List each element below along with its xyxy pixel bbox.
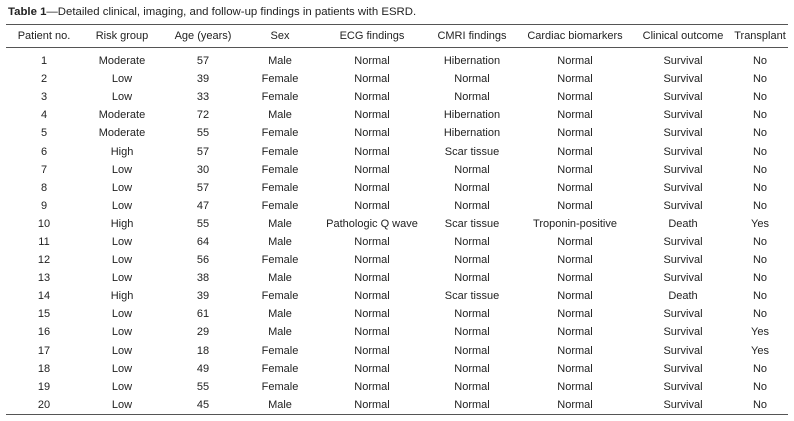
column-header: Risk group (82, 25, 162, 48)
table-row (6, 396, 788, 415)
table-cell: Scar tissue (444, 145, 500, 158)
table-cell: Survival (663, 55, 703, 68)
table-cell: 38 (196, 272, 210, 285)
table-cell: Survival (663, 380, 703, 393)
table-cell: 16 (37, 326, 51, 339)
table-cell: No (752, 127, 768, 140)
table-cell: Hibernation (443, 55, 501, 68)
table-cell: Normal (454, 308, 490, 321)
table-cell: Normal (354, 199, 390, 212)
column-header: Sex (244, 25, 316, 48)
column-header: CMRI findings (428, 25, 516, 48)
table-cell: No (752, 109, 768, 122)
table-cell: Normal (454, 181, 490, 194)
table-cell: Female (261, 181, 299, 194)
table-cell: Normal (454, 272, 490, 285)
table-cell: 72 (196, 109, 210, 122)
table-row (6, 70, 788, 88)
table-cell: Normal (354, 235, 390, 248)
table-cell: Survival (663, 344, 703, 357)
table-cell: High (110, 217, 134, 230)
table-cell: Survival (663, 91, 703, 104)
table-cell: 5 (40, 127, 48, 140)
table-cell: Normal (454, 254, 490, 267)
table-cell: Normal (557, 254, 593, 267)
table-cell: Normal (557, 380, 593, 393)
table-cell: Death (668, 290, 698, 303)
table-cell: Moderate (98, 127, 146, 140)
table-cell: Moderate (98, 109, 146, 122)
table-cell: Female (261, 290, 299, 303)
table-row (6, 106, 788, 124)
table-cell: Hibernation (443, 109, 501, 122)
table-cell: Normal (557, 272, 593, 285)
table-cell: Low (111, 199, 133, 212)
table-cell: Survival (663, 326, 703, 339)
table-cell: Survival (663, 109, 703, 122)
column-header: ECG findings (316, 25, 428, 48)
table-cell: Normal (454, 235, 490, 248)
table-row (6, 124, 788, 142)
table-cell: 55 (196, 127, 210, 140)
table-cell: Male (268, 109, 292, 122)
table-cell: Death (668, 217, 698, 230)
table-row (6, 233, 788, 251)
findings-table (6, 24, 788, 415)
table-cell: No (752, 91, 768, 104)
table-row (6, 269, 788, 287)
table-cell: 39 (196, 73, 210, 86)
table-cell: 2 (40, 73, 48, 86)
table-cell: 17 (37, 344, 51, 357)
table-cell: 7 (40, 163, 48, 176)
table-body (6, 48, 788, 415)
table-row (6, 342, 788, 360)
table-cell: Male (244, 396, 316, 415)
table-cell: No (752, 235, 768, 248)
table-cell: Normal (557, 181, 593, 194)
table-cell: Normal (557, 73, 593, 86)
table-cell: 29 (196, 326, 210, 339)
table-cell: Survival (663, 308, 703, 321)
table-cell: Normal (454, 199, 490, 212)
table-cell: 56 (196, 254, 210, 267)
table-cell: Survival (663, 163, 703, 176)
column-header: Age (years) (162, 25, 244, 48)
table-cell: No (732, 396, 788, 415)
table-cell: Normal (557, 308, 593, 321)
table-cell: Normal (454, 380, 490, 393)
table-cell: 14 (37, 290, 51, 303)
table-cell: Male (268, 235, 292, 248)
table-cell: Male (268, 55, 292, 68)
table-cell: Female (261, 145, 299, 158)
table-row (6, 323, 788, 341)
table-cell: Yes (751, 217, 769, 230)
table-cell: Hibernation (443, 127, 501, 140)
table-cell: Normal (557, 109, 593, 122)
table-cell: Low (111, 181, 133, 194)
table-row (6, 161, 788, 179)
table-cell: Low (111, 326, 133, 339)
table-cell: No (752, 73, 768, 86)
table-cell: High (110, 290, 134, 303)
table-cell: Normal (354, 73, 390, 86)
table-cell: Normal (454, 326, 490, 339)
table-cell: 49 (196, 362, 210, 375)
table-cell: 18 (196, 344, 210, 357)
table-cell: Troponin-positive (533, 217, 617, 230)
table-cell: Female (261, 362, 299, 375)
table-cell: No (752, 362, 768, 375)
table-cell: Normal (354, 181, 390, 194)
table-row (6, 142, 788, 160)
table-cell: 47 (196, 199, 210, 212)
table-cell: No (752, 308, 768, 321)
table-cell: 45 (162, 396, 244, 415)
header-row (6, 25, 788, 48)
table-cell: 39 (196, 290, 210, 303)
table-cell: 55 (196, 380, 210, 393)
table-cell: Moderate (98, 55, 146, 68)
table-row (6, 360, 788, 378)
table-cell: Normal (557, 199, 593, 212)
table-cell: Female (261, 380, 299, 393)
table-cell: 10 (37, 217, 51, 230)
table-cell: Normal (557, 344, 593, 357)
table-cell: 4 (40, 109, 48, 122)
table-cell: 57 (196, 145, 210, 158)
table-cell: Normal (354, 308, 390, 321)
table-row (6, 179, 788, 197)
table-cell: Normal (354, 362, 390, 375)
table-row (6, 215, 788, 233)
table-cell: Normal (557, 145, 593, 158)
table-cell: Female (261, 254, 299, 267)
table-cell: Normal (354, 109, 390, 122)
table-cell: Male (268, 326, 292, 339)
table-cell: Normal (557, 235, 593, 248)
table-cell: Female (261, 199, 299, 212)
table-cell: 33 (196, 91, 210, 104)
table-cell: Male (268, 308, 292, 321)
table-cell: Pathologic Q wave (326, 217, 418, 230)
table-cell: Normal (557, 326, 593, 339)
table-cell: Normal (354, 380, 390, 393)
table-header (6, 25, 788, 48)
table-cell: Low (111, 344, 133, 357)
table-cell: No (752, 145, 768, 158)
table-cell: Female (261, 91, 299, 104)
table-cell: No (752, 380, 768, 393)
table-cell: Male (268, 217, 292, 230)
table-cell: No (752, 163, 768, 176)
table-cell: 15 (37, 308, 51, 321)
table-cell: Normal (454, 362, 490, 375)
table-cell: No (752, 272, 768, 285)
table-row (6, 48, 788, 71)
table-cell: Normal (354, 163, 390, 176)
table-cell: Female (261, 163, 299, 176)
table-cell: Yes (751, 344, 769, 357)
table-cell: Low (111, 73, 133, 86)
table-cell: No (752, 181, 768, 194)
table-cell: 18 (37, 362, 51, 375)
table-cell: Low (111, 380, 133, 393)
table-cell: 55 (196, 217, 210, 230)
table-caption-text: —Detailed clinical, imaging, and follow-up findings in patients with ESRD. (46, 6, 417, 18)
table-cell: Normal (354, 344, 390, 357)
column-header: Patient no. (6, 25, 82, 48)
table-cell: 19 (37, 380, 51, 393)
table-cell: Normal (354, 326, 390, 339)
table-cell: Normal (354, 272, 390, 285)
table-row (6, 378, 788, 396)
table-cell: 8 (40, 181, 48, 194)
table-row (6, 305, 788, 323)
table-cell: Normal (516, 396, 634, 415)
table-cell: Normal (557, 163, 593, 176)
table-cell: Female (261, 73, 299, 86)
column-header: Transplant (732, 25, 788, 48)
table-cell: 6 (40, 145, 48, 158)
table-cell: Normal (316, 396, 428, 415)
table-cell: Normal (557, 127, 593, 140)
table-cell: 57 (196, 181, 210, 194)
table-cell: Survival (663, 145, 703, 158)
table-cell: Survival (663, 181, 703, 194)
table-cell: Normal (557, 91, 593, 104)
table-cell: Survival (663, 254, 703, 267)
table-cell: High (110, 145, 134, 158)
table-cell: Low (111, 91, 133, 104)
table-cell: 12 (37, 254, 51, 267)
table-row (6, 251, 788, 269)
table-cell: 3 (40, 91, 48, 104)
table-row (6, 197, 788, 215)
table-cell: Normal (454, 163, 490, 176)
table-cell: 64 (196, 235, 210, 248)
table-cell: Low (111, 163, 133, 176)
table-cell: Survival (663, 272, 703, 285)
table-cell: Low (111, 235, 133, 248)
table-cell: 20 (6, 396, 82, 415)
table-cell: Normal (354, 145, 390, 158)
table-cell: Survival (663, 73, 703, 86)
table-cell: Yes (751, 326, 769, 339)
table-cell: Female (261, 127, 299, 140)
table-cell: Low (111, 362, 133, 375)
table-cell: Normal (354, 91, 390, 104)
table-caption-label: Table 1 (8, 6, 47, 18)
column-header: Clinical outcome (634, 25, 732, 48)
table-cell: 30 (196, 163, 210, 176)
table-cell: Scar tissue (444, 217, 500, 230)
table-cell: Survival (663, 199, 703, 212)
table-cell: Normal (354, 290, 390, 303)
table-cell: No (752, 55, 768, 68)
table-cell: No (752, 290, 768, 303)
table-cell: Low (82, 396, 162, 415)
table-cell: Normal (454, 73, 490, 86)
table-cell: 57 (196, 55, 210, 68)
table-cell: Normal (557, 55, 593, 68)
table-row (6, 88, 788, 106)
table-cell: 13 (37, 272, 51, 285)
table-cell: Normal (454, 344, 490, 357)
table-cell: Normal (557, 290, 593, 303)
table-cell: Survival (663, 235, 703, 248)
table-cell: 61 (196, 308, 210, 321)
table-cell: Survival (663, 362, 703, 375)
table-cell: 1 (40, 55, 48, 68)
table-cell: Normal (354, 55, 390, 68)
table-cell: Female (261, 344, 299, 357)
table-caption (8, 5, 416, 19)
table-cell: Low (111, 254, 133, 267)
table-cell: Low (111, 272, 133, 285)
table-cell: Normal (428, 396, 516, 415)
table-cell: 11 (38, 235, 50, 248)
table-cell: Normal (557, 362, 593, 375)
table-row (6, 287, 788, 305)
table-cell: No (752, 199, 768, 212)
table-cell: Survival (634, 396, 732, 415)
column-header: Cardiac biomarkers (516, 25, 634, 48)
table-cell: Normal (354, 127, 390, 140)
table-cell: Male (268, 272, 292, 285)
table-cell: Scar tissue (444, 290, 500, 303)
table-cell: Normal (454, 91, 490, 104)
table-cell: 9 (40, 199, 48, 212)
table-cell: No (752, 254, 768, 267)
table-cell: Low (111, 308, 133, 321)
table-cell: Normal (354, 254, 390, 267)
table-cell: Survival (663, 127, 703, 140)
